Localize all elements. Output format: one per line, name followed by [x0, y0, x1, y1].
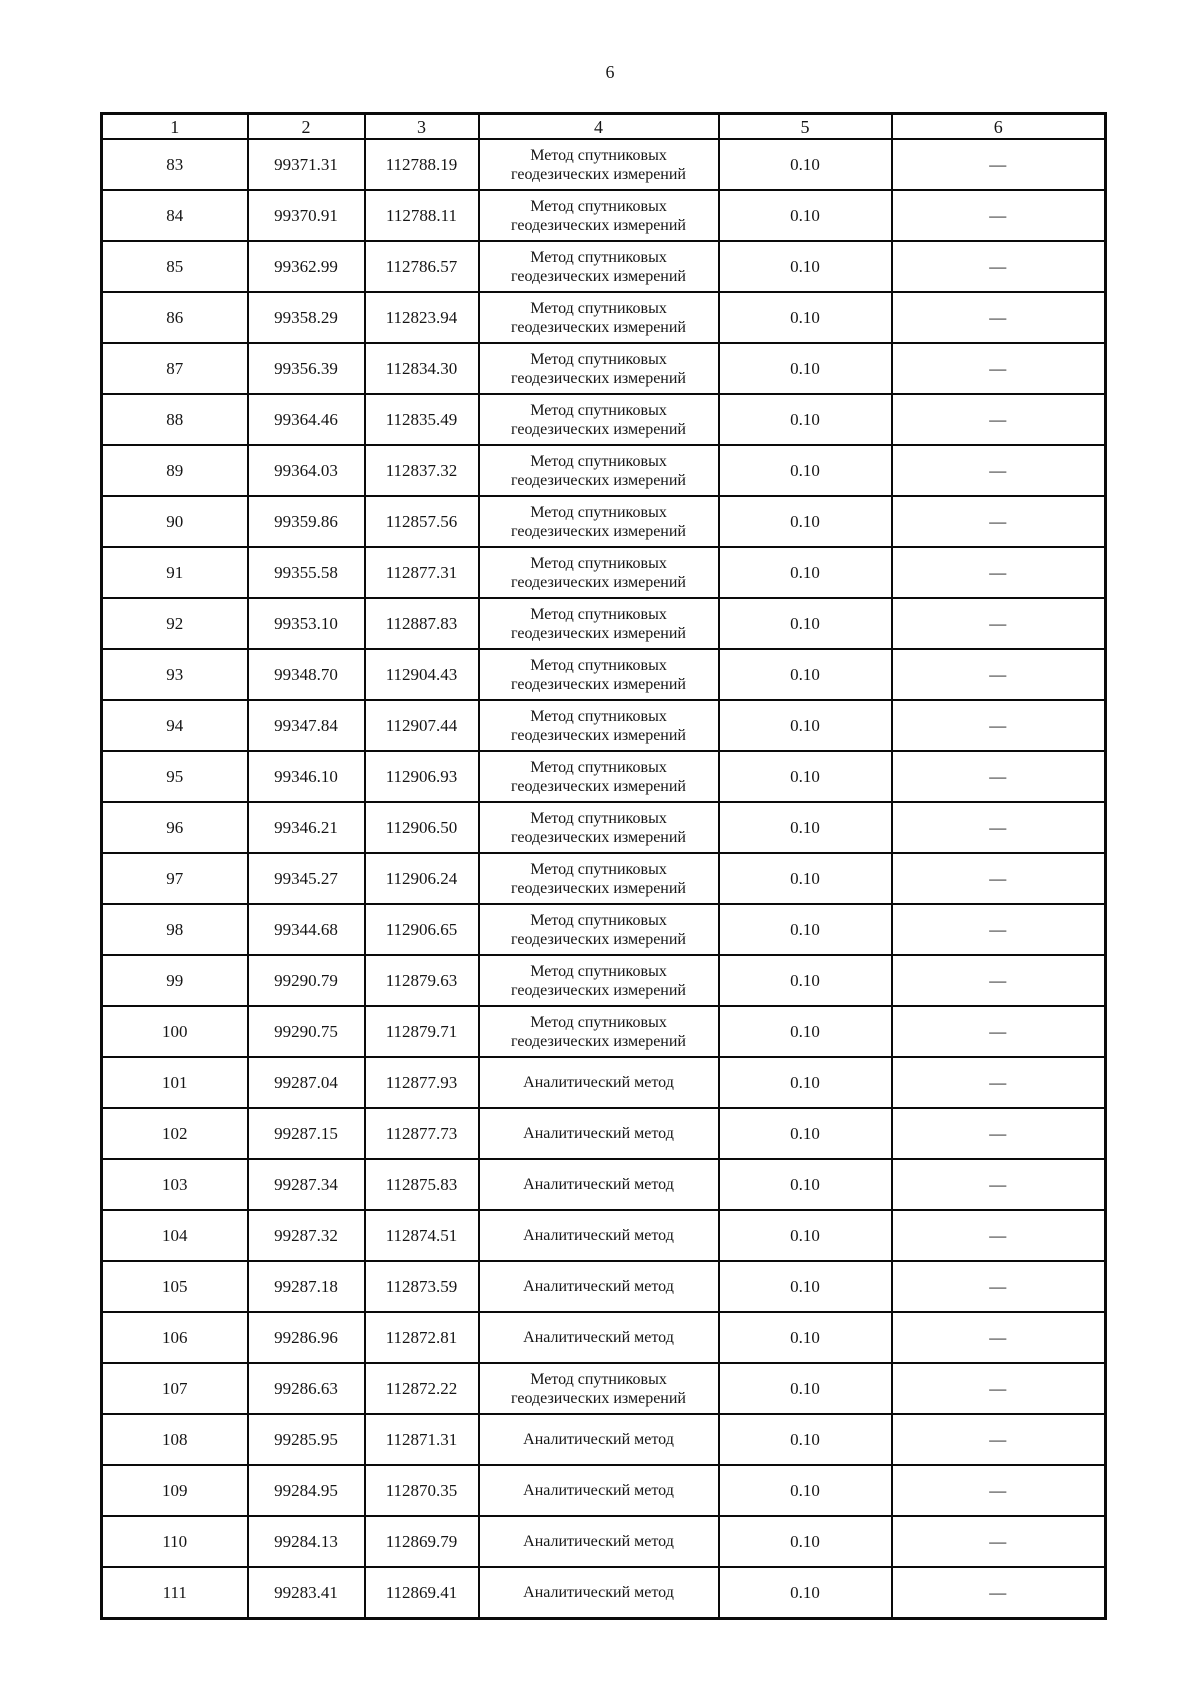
cell-point-number: 92 [102, 598, 248, 649]
cell-method: Аналитический метод [479, 1516, 719, 1567]
table-row [102, 1159, 1106, 1210]
table-row [102, 751, 1106, 802]
cell-point-number: 103 [102, 1159, 248, 1210]
table-row [102, 1006, 1106, 1057]
cell-point-number: 88 [102, 394, 248, 445]
column-header-2: 2 [248, 114, 365, 140]
cell-point-number: 109 [102, 1465, 248, 1516]
cell-coordinate-x: 99347.84 [248, 700, 365, 751]
cell-precision: 0.10 [719, 1363, 892, 1414]
cell-method: Метод спутниковых геодезических измерений [479, 292, 719, 343]
cell-method: Метод спутниковых геодезических измерений [479, 700, 719, 751]
column-header-3: 3 [365, 114, 479, 140]
cell-point-number: 85 [102, 241, 248, 292]
cell-precision: 0.10 [719, 802, 892, 853]
cell-coordinate-x: 99286.96 [248, 1312, 365, 1363]
cell-precision: 0.10 [719, 1057, 892, 1108]
cell-point-number: 108 [102, 1414, 248, 1465]
table-body [102, 139, 1106, 1619]
cell-point-number: 90 [102, 496, 248, 547]
cell-method: Аналитический метод [479, 1567, 719, 1619]
cell-coordinate-x: 99344.68 [248, 904, 365, 955]
cell-coordinate-x: 99356.39 [248, 343, 365, 394]
cell-method: Метод спутниковых геодезических измерений [479, 1006, 719, 1057]
cell-method: Аналитический метод [479, 1465, 719, 1516]
cell-note-dash: — [892, 292, 1106, 343]
cell-note-dash: — [892, 1312, 1106, 1363]
cell-precision: 0.10 [719, 649, 892, 700]
cell-precision: 0.10 [719, 343, 892, 394]
cell-note-dash: — [892, 1006, 1106, 1057]
cell-method: Метод спутниковых геодезических измерений [479, 394, 719, 445]
cell-precision: 0.10 [719, 955, 892, 1006]
cell-note-dash: — [892, 700, 1106, 751]
cell-coordinate-y: 112870.35 [365, 1465, 479, 1516]
cell-coordinate-x: 99358.29 [248, 292, 365, 343]
cell-note-dash: — [892, 1414, 1106, 1465]
cell-method: Метод спутниковых геодезических измерений [479, 241, 719, 292]
cell-coordinate-x: 99370.91 [248, 190, 365, 241]
cell-precision: 0.10 [719, 700, 892, 751]
cell-point-number: 97 [102, 853, 248, 904]
cell-precision: 0.10 [719, 1465, 892, 1516]
cell-coordinate-y: 112877.73 [365, 1108, 479, 1159]
table-row [102, 445, 1106, 496]
cell-method: Аналитический метод [479, 1210, 719, 1261]
table-row [102, 1057, 1106, 1108]
cell-note-dash: — [892, 853, 1106, 904]
cell-note-dash: — [892, 445, 1106, 496]
cell-point-number: 102 [102, 1108, 248, 1159]
table-row [102, 241, 1106, 292]
cell-coordinate-y: 112788.19 [365, 139, 479, 190]
cell-coordinate-x: 99355.58 [248, 547, 365, 598]
cell-method: Аналитический метод [479, 1108, 719, 1159]
cell-method: Метод спутниковых геодезических измерений [479, 190, 719, 241]
cell-coordinate-x: 99284.95 [248, 1465, 365, 1516]
cell-coordinate-y: 112872.81 [365, 1312, 479, 1363]
cell-method: Аналитический метод [479, 1159, 719, 1210]
cell-point-number: 104 [102, 1210, 248, 1261]
cell-point-number: 106 [102, 1312, 248, 1363]
cell-precision: 0.10 [719, 292, 892, 343]
cell-coordinate-y: 112835.49 [365, 394, 479, 445]
cell-method: Аналитический метод [479, 1414, 719, 1465]
cell-coordinate-x: 99287.18 [248, 1261, 365, 1312]
cell-method: Метод спутниковых геодезических измерений [479, 139, 719, 190]
cell-method: Метод спутниковых геодезических измерений [479, 496, 719, 547]
header-row [102, 114, 1106, 140]
table-row [102, 343, 1106, 394]
cell-method: Метод спутниковых геодезических измерений [479, 598, 719, 649]
cell-precision: 0.10 [719, 1006, 892, 1057]
cell-note-dash: — [892, 1210, 1106, 1261]
cell-coordinate-y: 112873.59 [365, 1261, 479, 1312]
cell-note-dash: — [892, 547, 1106, 598]
cell-point-number: 96 [102, 802, 248, 853]
table-row [102, 1414, 1106, 1465]
cell-coordinate-x: 99284.13 [248, 1516, 365, 1567]
cell-point-number: 105 [102, 1261, 248, 1312]
cell-coordinate-x: 99362.99 [248, 241, 365, 292]
cell-coordinate-y: 112786.57 [365, 241, 479, 292]
table-row [102, 700, 1106, 751]
page-number: 6 [605, 62, 615, 82]
table-row [102, 547, 1106, 598]
cell-coordinate-x: 99290.75 [248, 1006, 365, 1057]
cell-coordinate-y: 112877.93 [365, 1057, 479, 1108]
cell-coordinate-y: 112906.65 [365, 904, 479, 955]
cell-coordinate-x: 99286.63 [248, 1363, 365, 1414]
cell-method: Метод спутниковых геодезических измерений [479, 751, 719, 802]
cell-coordinate-y: 112879.63 [365, 955, 479, 1006]
cell-coordinate-x: 99287.04 [248, 1057, 365, 1108]
table-row [102, 394, 1106, 445]
cell-coordinate-x: 99290.79 [248, 955, 365, 1006]
cell-coordinate-x: 99353.10 [248, 598, 365, 649]
cell-precision: 0.10 [719, 751, 892, 802]
cell-note-dash: — [892, 802, 1106, 853]
column-header-5: 5 [719, 114, 892, 140]
table-row [102, 955, 1106, 1006]
cell-method: Аналитический метод [479, 1312, 719, 1363]
table-row [102, 1108, 1106, 1159]
cell-coordinate-x: 99348.70 [248, 649, 365, 700]
cell-point-number: 86 [102, 292, 248, 343]
cell-point-number: 110 [102, 1516, 248, 1567]
cell-coordinate-x: 99287.32 [248, 1210, 365, 1261]
cell-method: Метод спутниковых геодезических измерений [479, 802, 719, 853]
cell-point-number: 91 [102, 547, 248, 598]
cell-note-dash: — [892, 241, 1106, 292]
cell-method: Метод спутниковых геодезических измерений [479, 445, 719, 496]
cell-point-number: 89 [102, 445, 248, 496]
cell-precision: 0.10 [719, 853, 892, 904]
cell-coordinate-x: 99346.21 [248, 802, 365, 853]
cell-method: Метод спутниковых геодезических измерений [479, 955, 719, 1006]
cell-precision: 0.10 [719, 1567, 892, 1619]
cell-precision: 0.10 [719, 598, 892, 649]
cell-method: Аналитический метод [479, 1261, 719, 1312]
cell-coordinate-y: 112834.30 [365, 343, 479, 394]
table-row [102, 1312, 1106, 1363]
cell-point-number: 84 [102, 190, 248, 241]
cell-precision: 0.10 [719, 445, 892, 496]
cell-method: Метод спутниковых геодезических измерений [479, 1363, 719, 1414]
cell-point-number: 101 [102, 1057, 248, 1108]
cell-coordinate-y: 112874.51 [365, 1210, 479, 1261]
cell-coordinate-x: 99364.03 [248, 445, 365, 496]
cell-coordinate-y: 112879.71 [365, 1006, 479, 1057]
column-header-6: 6 [892, 114, 1106, 140]
cell-precision: 0.10 [719, 1261, 892, 1312]
cell-coordinate-y: 112877.31 [365, 547, 479, 598]
cell-precision: 0.10 [719, 1108, 892, 1159]
table-row [102, 1465, 1106, 1516]
cell-coordinate-y: 112906.93 [365, 751, 479, 802]
cell-point-number: 87 [102, 343, 248, 394]
cell-precision: 0.10 [719, 1414, 892, 1465]
cell-note-dash: — [892, 1108, 1106, 1159]
cell-coordinate-y: 112907.44 [365, 700, 479, 751]
cell-coordinate-y: 112788.11 [365, 190, 479, 241]
cell-coordinate-x: 99283.41 [248, 1567, 365, 1619]
cell-precision: 0.10 [719, 190, 892, 241]
cell-method: Метод спутниковых геодезических измерений [479, 547, 719, 598]
cell-note-dash: — [892, 190, 1106, 241]
cell-precision: 0.10 [719, 394, 892, 445]
cell-note-dash: — [892, 1465, 1106, 1516]
cell-note-dash: — [892, 1057, 1106, 1108]
column-header-4: 4 [479, 114, 719, 140]
cell-coordinate-x: 99364.46 [248, 394, 365, 445]
table-row [102, 292, 1106, 343]
cell-coordinate-x: 99345.27 [248, 853, 365, 904]
table-row [102, 1210, 1106, 1261]
cell-note-dash: — [892, 1516, 1106, 1567]
cell-precision: 0.10 [719, 1159, 892, 1210]
cell-precision: 0.10 [719, 904, 892, 955]
cell-coordinate-x: 99287.15 [248, 1108, 365, 1159]
cell-method: Метод спутниковых геодезических измерений [479, 853, 719, 904]
cell-note-dash: — [892, 598, 1106, 649]
cell-coordinate-x: 99287.34 [248, 1159, 365, 1210]
cell-precision: 0.10 [719, 139, 892, 190]
table-row [102, 1567, 1106, 1619]
cell-point-number: 107 [102, 1363, 248, 1414]
cell-note-dash: — [892, 496, 1106, 547]
table-row [102, 802, 1106, 853]
table-row [102, 904, 1106, 955]
cell-note-dash: — [892, 1261, 1106, 1312]
cell-precision: 0.10 [719, 1516, 892, 1567]
cell-precision: 0.10 [719, 1210, 892, 1261]
cell-coordinate-x: 99346.10 [248, 751, 365, 802]
cell-note-dash: — [892, 139, 1106, 190]
cell-point-number: 99 [102, 955, 248, 1006]
cell-note-dash: — [892, 343, 1106, 394]
cell-coordinate-y: 112869.41 [365, 1567, 479, 1619]
cell-note-dash: — [892, 1363, 1106, 1414]
table-row [102, 853, 1106, 904]
cell-coordinate-x: 99359.86 [248, 496, 365, 547]
cell-note-dash: — [892, 1567, 1106, 1619]
table-row [102, 139, 1106, 190]
cell-coordinate-y: 112906.50 [365, 802, 479, 853]
cell-coordinate-x: 99285.95 [248, 1414, 365, 1465]
cell-precision: 0.10 [719, 1312, 892, 1363]
table-header [102, 114, 1106, 140]
table-row [102, 496, 1106, 547]
cell-method: Метод спутниковых геодезических измерений [479, 649, 719, 700]
cell-method: Аналитический метод [479, 1057, 719, 1108]
cell-method: Метод спутниковых геодезических измерений [479, 904, 719, 955]
cell-coordinate-y: 112887.83 [365, 598, 479, 649]
cell-method: Метод спутниковых геодезических измерений [479, 343, 719, 394]
table-row [102, 1261, 1106, 1312]
table-row [102, 190, 1106, 241]
table-row [102, 1516, 1106, 1567]
cell-coordinate-x: 99371.31 [248, 139, 365, 190]
cell-coordinate-y: 112871.31 [365, 1414, 479, 1465]
cell-point-number: 95 [102, 751, 248, 802]
table-row [102, 1363, 1106, 1414]
cell-point-number: 111 [102, 1567, 248, 1619]
table-row [102, 649, 1106, 700]
cell-note-dash: — [892, 904, 1106, 955]
cell-note-dash: — [892, 751, 1106, 802]
cell-note-dash: — [892, 1159, 1106, 1210]
cell-point-number: 98 [102, 904, 248, 955]
coordinates-table [100, 112, 1107, 1620]
cell-precision: 0.10 [719, 496, 892, 547]
cell-note-dash: — [892, 955, 1106, 1006]
table-row [102, 598, 1106, 649]
cell-precision: 0.10 [719, 547, 892, 598]
cell-point-number: 93 [102, 649, 248, 700]
cell-note-dash: — [892, 649, 1106, 700]
cell-coordinate-y: 112857.56 [365, 496, 479, 547]
cell-precision: 0.10 [719, 241, 892, 292]
cell-coordinate-y: 112904.43 [365, 649, 479, 700]
cell-coordinate-y: 112869.79 [365, 1516, 479, 1567]
cell-point-number: 83 [102, 139, 248, 190]
cell-coordinate-y: 112823.94 [365, 292, 479, 343]
cell-point-number: 94 [102, 700, 248, 751]
cell-coordinate-y: 112875.83 [365, 1159, 479, 1210]
column-header-1: 1 [102, 114, 248, 140]
cell-coordinate-y: 112837.32 [365, 445, 479, 496]
cell-coordinate-y: 112906.24 [365, 853, 479, 904]
cell-coordinate-y: 112872.22 [365, 1363, 479, 1414]
cell-point-number: 100 [102, 1006, 248, 1057]
cell-note-dash: — [892, 394, 1106, 445]
